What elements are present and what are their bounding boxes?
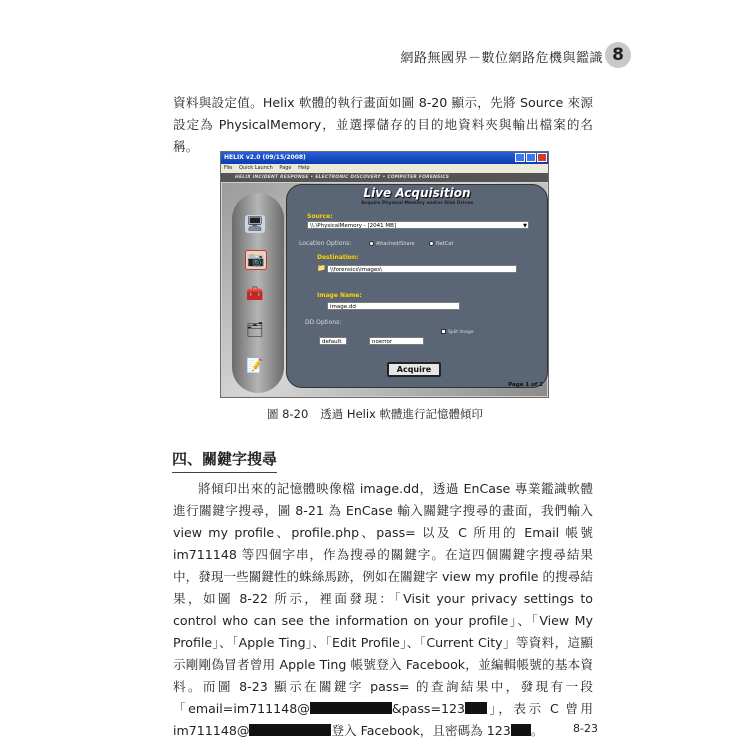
figure-caption bbox=[0, 406, 750, 422]
running-header-title: 網路無國界－數位網路危機與鑑識 bbox=[400, 51, 603, 66]
body-text-5: 。 bbox=[530, 723, 544, 738]
body-text-3: 」，表示 C 曾用 im711148@ bbox=[173, 701, 593, 738]
preview-icon: 🖥 bbox=[246, 216, 264, 232]
redaction-block bbox=[511, 724, 531, 736]
menu-bar bbox=[221, 164, 548, 173]
page-number: 8-23 bbox=[573, 722, 598, 735]
panel-subtitle: Acquire Physical Memory and/or Disk Drives bbox=[360, 201, 474, 206]
menu-page: Page bbox=[279, 165, 292, 171]
conv-input[interactable]: noerror bbox=[369, 337, 424, 345]
live-acquisition-panel bbox=[286, 184, 548, 388]
image-name-label: Image Name: bbox=[317, 292, 362, 299]
source-value: \\.\PhysicalMemory - [2041 MB] bbox=[310, 223, 397, 229]
menu-help: Help bbox=[298, 165, 310, 171]
redaction-block bbox=[310, 702, 382, 714]
split-image-checkbox[interactable] bbox=[441, 329, 446, 334]
maximize-icon bbox=[526, 153, 536, 162]
radio-netcat[interactable] bbox=[429, 241, 434, 246]
menu-file: File bbox=[224, 165, 233, 171]
documents-icon: 🗂 bbox=[246, 322, 264, 338]
block-size-input[interactable]: default bbox=[319, 337, 347, 345]
dd-options-label: DD Options: bbox=[305, 319, 342, 326]
notes-icon: 📝 bbox=[246, 358, 264, 374]
figure-number: 圖 8-20 bbox=[267, 407, 309, 421]
minimize-icon bbox=[515, 153, 525, 162]
source-select[interactable] bbox=[307, 221, 529, 229]
radio-attached[interactable] bbox=[369, 241, 374, 246]
camera-icon: 📷 bbox=[245, 250, 267, 270]
redaction-block bbox=[249, 724, 331, 736]
chapter-badge: 8 bbox=[605, 42, 631, 68]
location-options-label: Location Options: bbox=[299, 240, 352, 247]
body-text-2: &pass=123 bbox=[391, 701, 466, 716]
chevron-down-icon: ▼ bbox=[523, 223, 527, 229]
menu-quick-launch: Quick Launch bbox=[238, 165, 273, 171]
window-titlebar bbox=[221, 152, 548, 164]
destination-label: Destination: bbox=[317, 254, 359, 261]
body-text-1: 將傾印出來的記憶體映像檔 image.dd，透過 EnCase 專業鑑識軟體進行關鍵字搜尋，圖 8-21 為 EnCase 輸入關鍵字搜尋的畫面，我們輸入 view my profile、profile.php、pass= 以及 C 所用的 Email 帳號 im711148 等四個字串，作為搜尋的關鍵字。在這四個關鍵字搜尋結果中，發現一些關鍵性的蛛絲馬跡，例如在關鍵字 view my profile 的搜尋結果，如圖 8-22 所示，裡面發現：「Visit your privacy settings to control who can see the information on your profile」、「View My Profile」、「Apple Ting」、「Edit Profile」、「Current City」等資料，這顯示剛剛偽冒者曾用 Apple Ting 帳號登入 Facebook，並編輯帳號的基本資料。而圖 8-23 顯示在關鍵字 pass= 的查詢結果中，發現有一段「email=im711148@ bbox=[173, 481, 593, 716]
helix-banner: HELIX INCIDENT RESPONSE • ELECTRONIC DISCOVERY • COMPUTER FORENSICS bbox=[221, 173, 548, 182]
app-area bbox=[222, 183, 547, 396]
intro-paragraph: 資料與設定值。Helix 軟體的執行畫面如圖 8-20 顯示，先將 Source 來源設定為 PhysicalMemory，並選擇儲存的目的地資料夾與輸出檔案的名稱。 bbox=[173, 95, 593, 154]
side-toolbar bbox=[232, 193, 284, 393]
folder-icon[interactable]: 📁 bbox=[317, 264, 326, 272]
split-image-label: Split Image bbox=[448, 330, 474, 335]
destination-input[interactable]: \\forensics\images\ bbox=[327, 265, 517, 273]
image-name-input[interactable]: image.dd bbox=[327, 302, 460, 310]
incident-response-icon: 🧰 bbox=[246, 286, 264, 302]
redaction-block bbox=[465, 702, 487, 714]
option-netcat[interactable] bbox=[429, 241, 453, 247]
window-title: HELIX v2.0 (09/15/2008) bbox=[224, 154, 306, 161]
body-paragraph bbox=[173, 478, 593, 742]
body-text-4: 登入 Facebook，且密碼為 123 bbox=[331, 723, 511, 738]
option-attached-label: Attached/Share bbox=[376, 241, 415, 247]
acquire-button[interactable]: Acquire bbox=[387, 362, 441, 377]
option-netcat-label: NetCat bbox=[436, 241, 454, 247]
section-heading: 四、關鍵字搜尋 bbox=[172, 448, 277, 473]
split-image-option[interactable] bbox=[441, 329, 474, 335]
helix-screenshot bbox=[220, 151, 549, 398]
page-indicator: Page 1 of 2 bbox=[508, 382, 543, 388]
redaction-block bbox=[382, 702, 392, 714]
source-label: Source: bbox=[307, 213, 333, 220]
close-icon bbox=[537, 153, 547, 162]
figure-caption-text: 透過 Helix 軟體進行記憶體傾印 bbox=[320, 407, 483, 421]
panel-title: Live Acquisition bbox=[363, 186, 471, 200]
option-attached[interactable] bbox=[369, 241, 415, 247]
